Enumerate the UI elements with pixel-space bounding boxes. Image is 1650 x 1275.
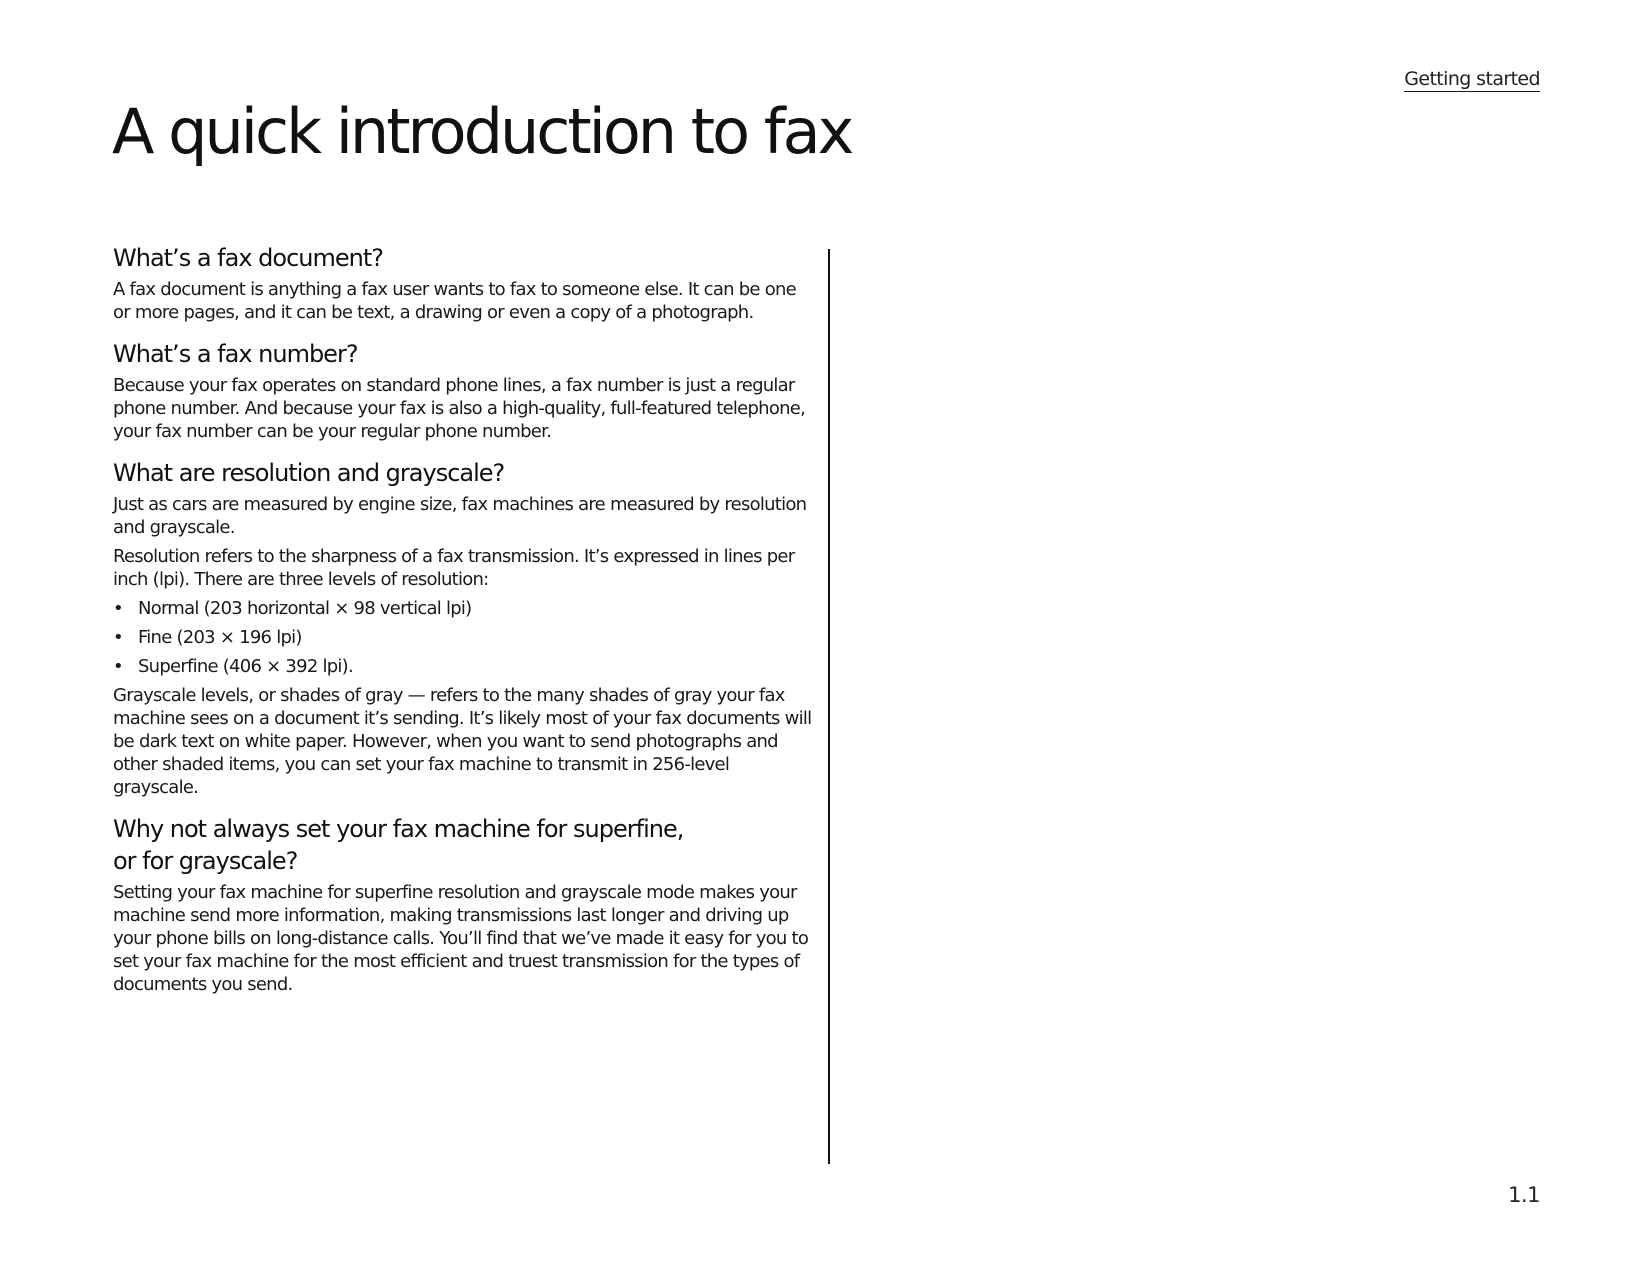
bullet-icon: • (113, 656, 123, 677)
section-heading (113, 813, 813, 877)
bullet-icon: • (113, 598, 123, 619)
bullet-icon: • (113, 627, 123, 648)
section-paragraph: Because your fax operates on standard phone lines, a fax number is just a regular phone number. And because your fax is also a high-quality, full-featured telephone, your fax number can be your regular phone number. (113, 375, 806, 442)
page-title: A quick introduction to fax (112, 95, 852, 168)
section-heading-line: or for grayscale? (113, 847, 298, 875)
list-item-text: Superfine (406 × 392 lpi). (138, 656, 353, 677)
section-resolution-grayscale (113, 457, 813, 799)
content-column (113, 242, 813, 1010)
page-number: 1.1 (1508, 1183, 1540, 1207)
section-fax-document (113, 242, 813, 324)
section-heading: What are resolution and grayscale? (113, 459, 505, 487)
section-heading: What’s a fax document? (113, 244, 383, 272)
section-paragraph: Just as cars are measured by engine size, fax machines are measured by resolution and grayscale. (113, 494, 807, 538)
column-divider (828, 249, 830, 1164)
list-item (113, 626, 813, 649)
list-item (113, 655, 813, 678)
section-paragraph: Resolution refers to the sharpness of a fax transmission. It’s expressed in lines per inch (lpi). There are three levels of resolution: (113, 546, 795, 590)
section-paragraph: Setting your fax machine for superfine resolution and grayscale mode makes your machine send more information, making transmissions last longer and driving up your phone bills on long-distance calls. You’ll find that we’ve made it easy for you to set your fax machine for the most efficient and truest transmission for the types of documents you send. (113, 882, 809, 995)
section-heading: What’s a fax number? (113, 340, 358, 368)
list-item-text: Normal (203 horizontal × 98 vertical lpi) (138, 598, 472, 619)
running-head: Getting started (1404, 68, 1540, 90)
list-item-text: Fine (203 × 196 lpi) (138, 627, 302, 648)
resolution-levels-list (113, 597, 813, 678)
section-paragraph: Grayscale levels, or shades of gray — refers to the many shades of gray your fax machine sees on a document it’s sending. It’s likely most of your fax documents will be dark text on white paper. However, when you want to send photographs and other shaded items, you can set your fax machine to transmit in 256-level grayscale. (113, 685, 812, 798)
section-fax-number (113, 338, 813, 443)
section-paragraph: A fax document is anything a fax user wants to fax to someone else. It can be one or more pages, and it can be text, a drawing or even a copy of a photograph. (113, 279, 796, 323)
section-superfine-grayscale (113, 813, 813, 996)
section-heading-line: Why not always set your fax machine for superfine, (113, 815, 684, 843)
list-item (113, 597, 813, 620)
